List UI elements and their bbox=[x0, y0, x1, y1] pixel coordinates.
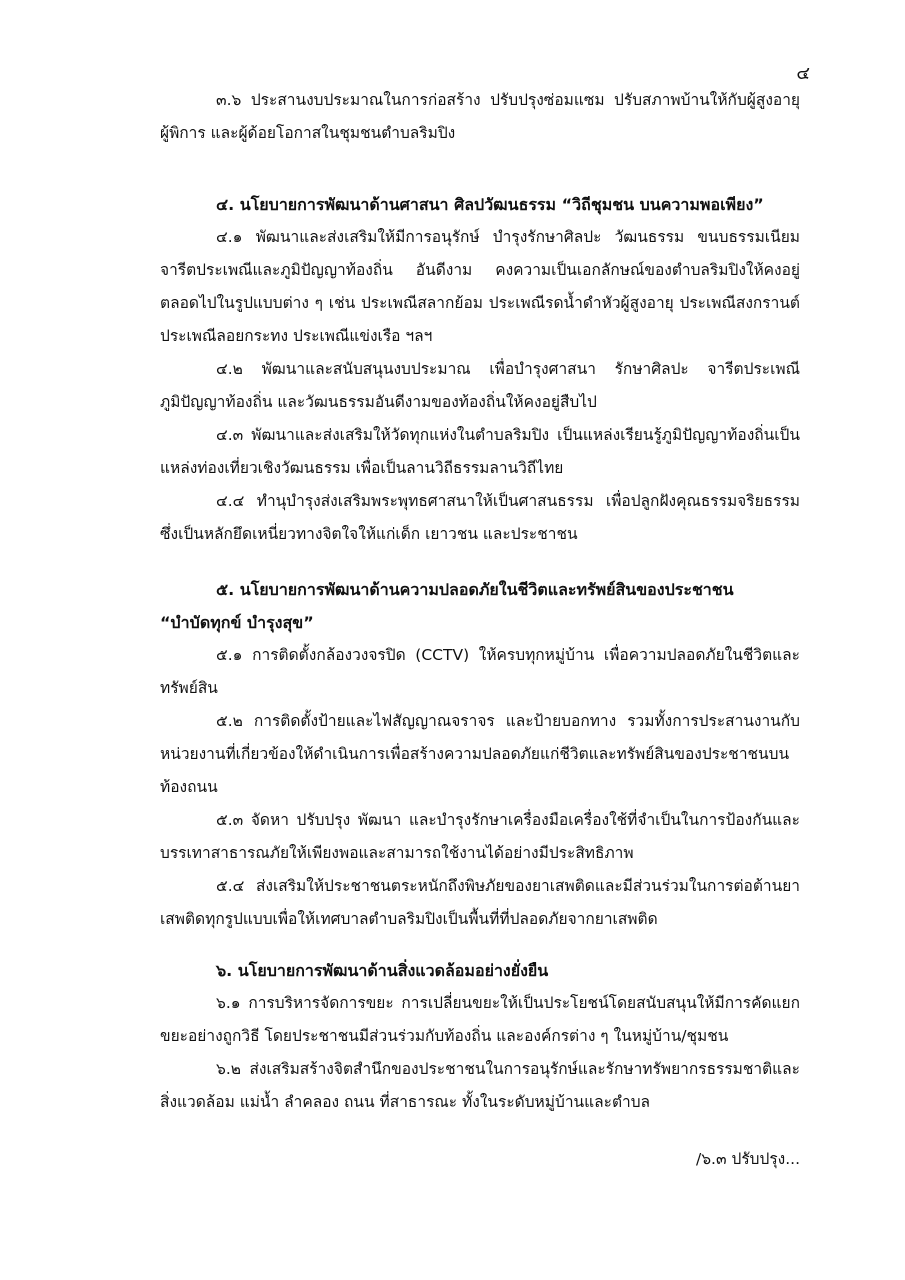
item-5-1: ๕.๑ การติดตั้งกล้องวงจรปิด (CCTV) ให้ครบทุกหมู่บ้าน เพื่อความปลอดภัยในชีวิตและทรัพย์สิน bbox=[160, 646, 800, 697]
item-4-2: ๔.๒ พัฒนาและสนับสนุนงบประมาณ เพื่อบำรุงศาสนา รักษาศิลปะ จารีตประเพณีภูมิปัญญาท้องถิ่น และวัฒนธรรมอันดีงามของท้องถิ่นให้คงอยู่สืบไป bbox=[160, 360, 800, 411]
page-number: ๔ bbox=[796, 63, 810, 84]
item-5-4: ๕.๔ ส่งเสริมให้ประชาชนตระหนักถึงพิษภัยของยาเสพติดและมีส่วนร่วมในการต่อต้านยาเสพติดทุกรูปแบบเพื่อให้เทศบาลตำบลริมปิงเป็นพื้นที่ที่ปลอดภัยจากยาเสพติด bbox=[160, 877, 800, 928]
item-6-2: ๖.๒ ส่งเสริมสร้างจิตสำนึกของประชาชนในการอนุรักษ์และรักษาทรัพยากรธรรมชาติและสิ่งแวดล้อม แม่น้ำ ลำคลอง ถนน ที่สาธารณะ ทั้งในระดับหมู่บ้านและตำบล bbox=[160, 1060, 800, 1111]
section-5-heading-quote: “บำบัดทุกข์ บำรุงสุข” bbox=[160, 613, 314, 632]
section-6-heading: ๖. นโยบายการพัฒนาด้านสิ่งแวดล้อมอย่างยั่งยืน bbox=[216, 961, 549, 980]
section-5-heading: ๕. นโยบายการพัฒนาด้านความปลอดภัยในชีวิตและทรัพย์สินของประชาชน bbox=[216, 580, 734, 599]
item-4-3: ๔.๓ พัฒนาและส่งเสริมให้วัดทุกแห่งในตำบลริมปิง เป็นแหล่งเรียนรู้ภูมิปัญญาท้องถิ่นเป็นแหล่งท่องเที่ยวเชิงวัฒนธรรม เพื่อเป็นลานวิถีธรรมลานวิถีไทย bbox=[160, 426, 800, 477]
item-5-2: ๕.๒ การติดตั้งป้ายและไฟสัญญาณจราจร และป้ายบอกทาง รวมทั้งการประสานงานกับหน่วยงานที่เกี่ยวข้องให้ดำเนินการเพื่อสร้างความปลอดภัยแก่ชีวิตและทรัพย์สินของประชาชนบนท้องถนน bbox=[160, 712, 800, 796]
item-4-4: ๔.๔ ทำนุบำรุงส่งเสริมพระพุทธศาสนาให้เป็นศาสนธรรม เพื่อปลูกฝังคุณธรรมจริยธรรมซึ่งเป็นหลักยึดเหนี่ยวทางจิตใจให้แก่เด็ก เยาวชน และประชาชน bbox=[160, 492, 800, 543]
document-body bbox=[160, 84, 800, 1119]
continuation-marker: /๖.๓ ปรับปรุง... bbox=[695, 1150, 800, 1168]
item-5-3: ๕.๓ จัดหา ปรับปรุง พัฒนา และบำรุงรักษาเครื่องมือเครื่องใช้ที่จำเป็นในการป้องกันและบรรเทาสาธารณภัยให้เพียงพอและสามารถใช้งานได้อย่างมีประสิทธิภาพ bbox=[160, 811, 800, 862]
item-6-1: ๖.๑ การบริหารจัดการขยะ การเปลี่ยนขยะให้เป็นประโยชน์โดยสนับสนุนให้มีการคัดแยกขยะอย่างถูกวิธี โดยประชาชนมีส่วนร่วมกับท้องถิ่น และองค์กรต่าง ๆ ในหมู่บ้าน/ชุมชน bbox=[160, 994, 800, 1045]
paragraph-3-6: ๓.๖ ประสานงบประมาณในการก่อสร้าง ปรับปรุงซ่อมแซม ปรับสภาพบ้านให้กับผู้สูงอายุ ผู้พิการ และผู้ด้อยโอกาสในชุมชนตำบลริมปิง bbox=[160, 91, 800, 142]
item-4-1: ๔.๑ พัฒนาและส่งเสริมให้มีการอนุรักษ์ บำรุงรักษาศิลปะ วัฒนธรรม ขนบธรรมเนียม จารีตประเพณีและภูมิปัญญาท้องถิ่น อันดีงาม คงความเป็นเอกลักษณ์ของตำบลริมปิงให้คงอยู่ตลอดไปในรูปแบบต่าง ๆ เช่น ประเพณีสลากย้อม ประเพณีรดน้ำดำหัวผู้สูงอายุ ประเพณีสงกรานต์ ประเพณีลอยกระทง ประเพณีแข่งเรือ ฯลฯ bbox=[160, 228, 800, 345]
section-4-heading: ๔. นโยบายการพัฒนาด้านศาสนา ศิลปวัฒนธรรม “วิถีชุมชน บนความพอเพียง” bbox=[216, 195, 764, 214]
